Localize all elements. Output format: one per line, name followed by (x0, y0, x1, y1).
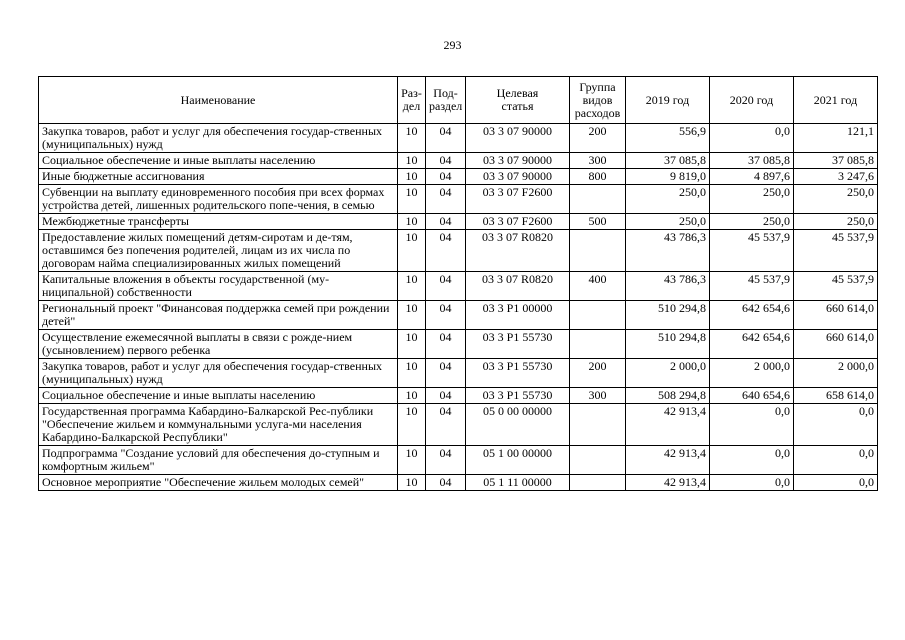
cell-2021: 0,0 (794, 446, 878, 475)
cell-target: 05 0 00 00000 (466, 404, 570, 446)
header-section-line: дел (402, 99, 421, 113)
header-group-line: расходов (574, 105, 621, 120)
header-target-line: статья (501, 99, 534, 113)
cell-2019: 508 294,8 (626, 388, 710, 404)
cell-section: 10 (398, 330, 426, 359)
cell-group: 800 (570, 169, 626, 185)
table-row (39, 169, 878, 185)
cell-target: 03 3 07 R0820 (466, 230, 570, 272)
cell-2021: 3 247,6 (794, 169, 878, 185)
cell-target: 03 3 P1 55730 (466, 388, 570, 404)
header-group-line: Группа (579, 79, 616, 94)
cell-target: 03 3 07 90000 (466, 169, 570, 185)
cell-name: Социальное обеспечение и иные выплаты населению (39, 388, 398, 404)
cell-name: Основное мероприятие "Обеспечение жильем молодых семей" (39, 475, 398, 491)
cell-2021: 2 000,0 (794, 359, 878, 388)
cell-target: 03 3 P1 00000 (466, 301, 570, 330)
cell-name: Государственная программа Кабардино-Балкарской Рес-публики "Обеспечение жильем и коммунальными услуга-ми населения Кабардино-Балкарской Республики" (39, 404, 398, 446)
cell-section: 10 (398, 124, 426, 153)
cell-2020: 0,0 (710, 124, 794, 153)
cell-group (570, 404, 626, 446)
cell-target: 03 3 07 90000 (466, 124, 570, 153)
cell-2021: 250,0 (794, 185, 878, 214)
cell-2019: 9 819,0 (626, 169, 710, 185)
cell-2020: 2 000,0 (710, 359, 794, 388)
cell-group (570, 475, 626, 491)
table-row (39, 475, 878, 491)
cell-name: Подпрограмма "Создание условий для обеспечения до-ступным и комфортным жильем" (39, 446, 398, 475)
cell-group: 500 (570, 214, 626, 230)
cell-name: Межбюджетные трансферты (39, 214, 398, 230)
header-subsection-line: раздел (429, 99, 463, 113)
cell-2021: 660 614,0 (794, 330, 878, 359)
table-row (39, 301, 878, 330)
cell-target: 03 3 07 90000 (466, 153, 570, 169)
table-row (39, 404, 878, 446)
table-row (39, 124, 878, 153)
cell-group: 300 (570, 153, 626, 169)
cell-2020: 250,0 (710, 214, 794, 230)
cell-subsection: 04 (426, 330, 466, 359)
cell-subsection: 04 (426, 272, 466, 301)
budget-table (38, 76, 878, 491)
cell-2021: 45 537,9 (794, 272, 878, 301)
cell-2019: 2 000,0 (626, 359, 710, 388)
cell-target: 05 1 11 00000 (466, 475, 570, 491)
cell-target: 05 1 00 00000 (466, 446, 570, 475)
header-subsection (426, 77, 466, 124)
header-group (570, 77, 626, 124)
cell-section: 10 (398, 388, 426, 404)
page-number: 293 (443, 38, 462, 52)
table-row (39, 446, 878, 475)
cell-section: 10 (398, 475, 426, 491)
table-row (39, 214, 878, 230)
cell-2021: 658 614,0 (794, 388, 878, 404)
cell-2020: 45 537,9 (710, 230, 794, 272)
cell-subsection: 04 (426, 475, 466, 491)
cell-2019: 556,9 (626, 124, 710, 153)
cell-2019: 42 913,4 (626, 404, 710, 446)
cell-target: 03 3 07 F2600 (466, 185, 570, 214)
cell-2021: 121,1 (794, 124, 878, 153)
cell-group (570, 330, 626, 359)
header-target-line: Целевая (496, 86, 539, 100)
header-section-line: Раз- (401, 86, 422, 100)
cell-2019: 250,0 (626, 214, 710, 230)
cell-2021: 37 085,8 (794, 153, 878, 169)
header-2019: 2019 год (626, 77, 710, 124)
cell-target: 03 3 07 R0820 (466, 272, 570, 301)
cell-2019: 42 913,4 (626, 475, 710, 491)
cell-target: 03 3 P1 55730 (466, 330, 570, 359)
table-row (39, 388, 878, 404)
cell-group: 200 (570, 124, 626, 153)
header-row (39, 77, 878, 124)
cell-2020: 45 537,9 (710, 272, 794, 301)
cell-target: 03 3 07 F2600 (466, 214, 570, 230)
cell-subsection: 04 (426, 124, 466, 153)
cell-group (570, 185, 626, 214)
cell-group: 400 (570, 272, 626, 301)
cell-2020: 0,0 (710, 446, 794, 475)
cell-name: Осуществление ежемесячной выплаты в связи с рожде-нием (усыновлением) первого ребенка (39, 330, 398, 359)
cell-group: 200 (570, 359, 626, 388)
table-row (39, 359, 878, 388)
cell-section: 10 (398, 153, 426, 169)
cell-2019: 510 294,8 (626, 330, 710, 359)
cell-subsection: 04 (426, 301, 466, 330)
cell-name: Капитальные вложения в объекты государственной (му-ниципальной) собственности (39, 272, 398, 301)
cell-section: 10 (398, 169, 426, 185)
cell-name: Субвенции на выплату единовременного пособия при всех формах устройства детей, лишенных родительского попе-чения, в семью (39, 185, 398, 214)
table-row (39, 272, 878, 301)
cell-subsection: 04 (426, 153, 466, 169)
cell-2020: 642 654,6 (710, 330, 794, 359)
cell-name: Предоставление жилых помещений детям-сиротам и де-тям, оставшимся без попечения родителей, лицам из их числа по договорам найма специализированных жилых помещений (39, 230, 398, 272)
cell-2021: 0,0 (794, 404, 878, 446)
cell-subsection: 04 (426, 185, 466, 214)
cell-group (570, 230, 626, 272)
cell-2021: 660 614,0 (794, 301, 878, 330)
cell-section: 10 (398, 359, 426, 388)
cell-section: 10 (398, 230, 426, 272)
header-section (398, 77, 426, 124)
cell-section: 10 (398, 446, 426, 475)
cell-subsection: 04 (426, 214, 466, 230)
cell-subsection: 04 (426, 446, 466, 475)
cell-section: 10 (398, 214, 426, 230)
cell-subsection: 04 (426, 230, 466, 272)
cell-2019: 43 786,3 (626, 272, 710, 301)
table-row (39, 330, 878, 359)
cell-2020: 0,0 (710, 404, 794, 446)
table-row (39, 153, 878, 169)
cell-subsection: 04 (426, 388, 466, 404)
cell-name: Закупка товаров, работ и услуг для обеспечения государ-ственных (муниципальных) нужд (39, 124, 398, 153)
cell-section: 10 (398, 404, 426, 446)
cell-2021: 250,0 (794, 214, 878, 230)
cell-section: 10 (398, 272, 426, 301)
cell-name: Социальное обеспечение и иные выплаты населению (39, 153, 398, 169)
header-target (466, 77, 570, 124)
cell-name: Иные бюджетные ассигнования (39, 169, 398, 185)
cell-subsection: 04 (426, 169, 466, 185)
cell-subsection: 04 (426, 359, 466, 388)
cell-2020: 250,0 (710, 185, 794, 214)
cell-2019: 43 786,3 (626, 230, 710, 272)
cell-2019: 37 085,8 (626, 153, 710, 169)
cell-group: 300 (570, 388, 626, 404)
cell-2020: 37 085,8 (710, 153, 794, 169)
header-group-line: видов (582, 92, 613, 107)
header-2021: 2021 год (794, 77, 878, 124)
cell-name: Региональный проект "Финансовая поддержка семей при рождении детей" (39, 301, 398, 330)
cell-2020: 4 897,6 (710, 169, 794, 185)
table-row (39, 230, 878, 272)
cell-2021: 45 537,9 (794, 230, 878, 272)
cell-subsection: 04 (426, 404, 466, 446)
cell-section: 10 (398, 301, 426, 330)
cell-2020: 0,0 (710, 475, 794, 491)
cell-name: Закупка товаров, работ и услуг для обеспечения государ-ственных (муниципальных) нужд (39, 359, 398, 388)
cell-2021: 0,0 (794, 475, 878, 491)
cell-2019: 42 913,4 (626, 446, 710, 475)
cell-2019: 510 294,8 (626, 301, 710, 330)
cell-2019: 250,0 (626, 185, 710, 214)
cell-2020: 642 654,6 (710, 301, 794, 330)
header-name: Наименование (39, 77, 398, 124)
header-2020: 2020 год (710, 77, 794, 124)
cell-target: 03 3 P1 55730 (466, 359, 570, 388)
cell-section: 10 (398, 185, 426, 214)
table-row (39, 185, 878, 214)
cell-group (570, 446, 626, 475)
cell-group (570, 301, 626, 330)
header-subsection-line: Под- (433, 86, 458, 100)
cell-2020: 640 654,6 (710, 388, 794, 404)
